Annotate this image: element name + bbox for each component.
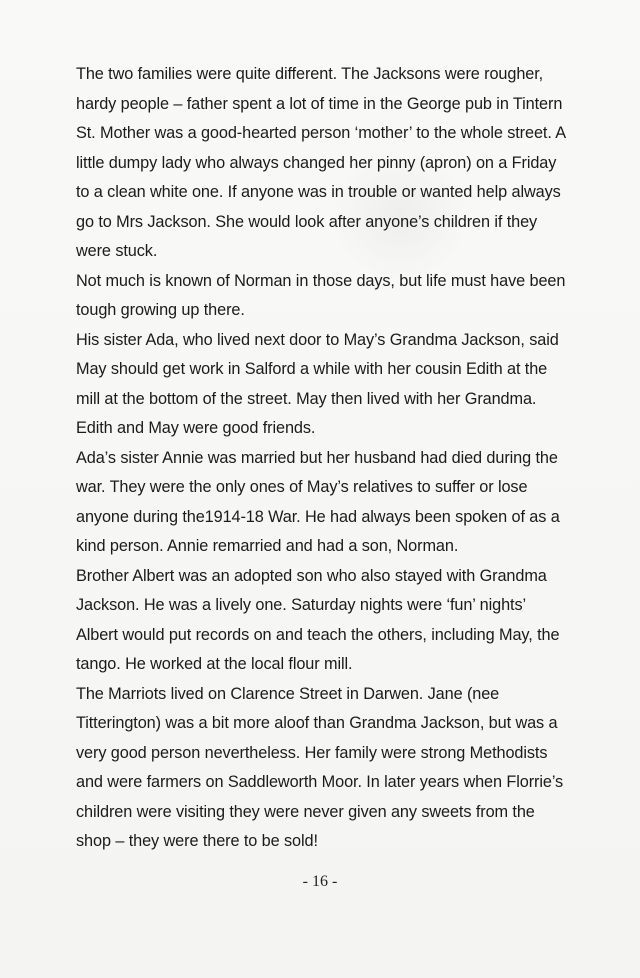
text-line: little dumpy lady who always changed her pinny (apron) on a Friday — [76, 153, 557, 172]
text-line: very good person nevertheless. Her family were strong Methodists — [76, 743, 548, 762]
text-line: mill at the bottom of the street. May then lived with her Grandma. — [76, 389, 537, 408]
text-line: The two families were quite different. The Jacksons were rougher, — [76, 65, 544, 83]
text-line: Jackson. He was a lively one. Saturday nights were ‘fun’ nights’ — [76, 596, 527, 614]
text-line: Titterington) was a bit more aloof than Grandma Jackson, but was a — [76, 714, 558, 732]
text-line: Not much is known of Norman in those days, but life must have been — [76, 271, 566, 290]
text-line: tough growing up there. — [76, 301, 245, 319]
text-line: The Marriots lived on Clarence Street in Darwen. Jane (nee — [76, 684, 500, 703]
text-line: kind person. Annie remarried and had a son, Norman. — [76, 537, 459, 555]
text-line: war. They were the only ones of May’s relatives to suffer or lose — [76, 478, 528, 496]
text-line: go to Mrs Jackson. She would look after anyone’s children if they — [76, 212, 538, 231]
text-line: Edith and May were good friends. — [76, 419, 316, 437]
text-line: Brother Albert was an adopted son who also stayed with Grandma — [76, 566, 547, 585]
text-line: anyone during the1914-18 War. He had always been spoken of as a — [76, 507, 560, 526]
body-text — [76, 60, 608, 857]
text-line: hardy people – father spent a lot of time in the George pub in Tintern — [76, 94, 563, 113]
text-line: were stuck. — [76, 242, 158, 260]
text-line: St. Mother was a good-hearted person ‘mother’ to the whole street. A — [76, 124, 567, 142]
text-line: His sister Ada, who lived next door to May’s Grandma Jackson, said — [76, 330, 559, 349]
page-number: - 16 - — [302, 873, 338, 890]
text-line: Albert would put records on and teach the others, including May, the — [76, 625, 560, 644]
text-line: May should get work in Salford a while with her cousin Edith at the — [76, 360, 548, 378]
text-line: shop – they were there to be sold! — [76, 832, 318, 850]
text-line: tango. He worked at the local flour mill. — [76, 655, 353, 673]
text-line: Ada’s sister Annie was married but her husband had died during the — [76, 448, 558, 467]
text-line: to a clean white one. If anyone was in trouble or wanted help always — [76, 183, 561, 201]
text-line: children were visiting they were never given any sweets from the — [76, 802, 535, 821]
text-line: and were farmers on Saddleworth Moor. In later years when Florrie’s — [76, 773, 564, 791]
